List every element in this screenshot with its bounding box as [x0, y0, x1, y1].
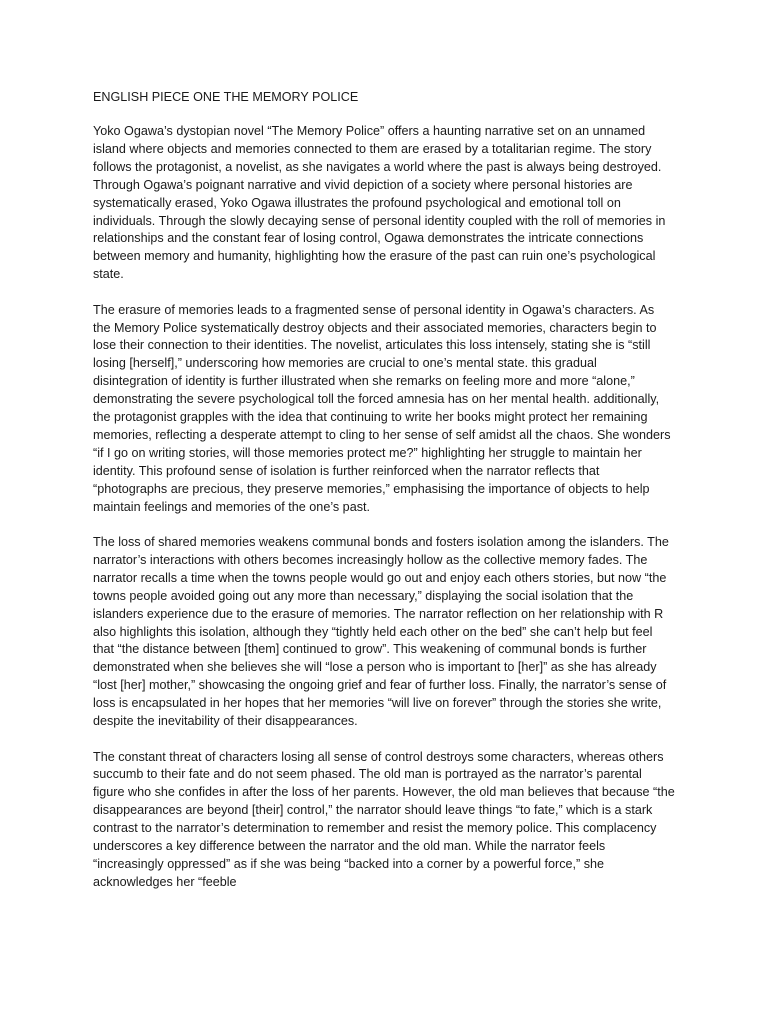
document-body [93, 88, 675, 909]
paragraph-identity: The erasure of memories leads to a fragmented sense of personal identity in Ogawa’s characters. As the Memory Police systematically destroy objects and their associated memories, characters begin to lose their connection to their identities. The novelist, articulates this loss intensely, stating she is “still losing [herself],” underscoring how memories are crucial to one’s mental state. this gradual disintegration of identity is further illustrated when she remarks on feeling more and more “alone,” demonstrating the severe psychological toll the forced amnesia has on her mental health. additionally, the protagonist grapples with the idea that continuing to write her books might protect her remaining memories, reflecting a desperate attempt to cling to her sense of self amidst all the chaos. She wonders “if I go on writing stories, will those memories protect me?” highlighting her struggle to maintain her identity. This profound sense of isolation is further reinforced when the narrator reflects that “photographs are precious, they preserve memories,” emphasising the importance of objects to help maintain feelings and memories of the one’s past. [93, 302, 671, 514]
document-title: ENGLISH PIECE ONE THE MEMORY POLICE [93, 90, 359, 104]
paragraph-control: The constant threat of characters losing all sense of control destroys some characters, whereas others succumb to their fate and do not seem phased. The old man is portrayed as the narrator’s parental figure who she confides in after the loss of her parents. However, the old man believes that because “the disappearances are beyond [their] control,” the narrator should leave things “to fate,” which is a stark contrast to the narrator’s determination to remember and resist the memory police. This complacency underscores a key difference between the narrator and the old man. While the narrator feels “increasingly oppressed” as if she was being “backed into a corner by a powerful force,” she acknowledges her “feeble [93, 749, 675, 889]
paragraph-communal-bonds: The loss of shared memories weakens communal bonds and fosters isolation among the islanders. The narrator’s interactions with others becomes increasingly hollow as the collective memory fades. The narrator recalls a time when the towns people would go out and enjoy each others stories, but now “the towns people avoided going out any more than necessary,” displaying the social isolation that the islanders experience due to the erasure of memories. The narrator reflection on her relationship with R also highlights this isolation, although they “tightly held each other on the bed” she can’t help but feel that “the distance between [them] continued to grow”. This weakening of communal bonds is further demonstrated when she believes she will “lose a person who is important to [her]” as she has already “lost [her] mother,” showcasing the ongoing grief and fear of further loss. Finally, the narrator’s sense of loss is encapsulated in her hopes that her memories “will live on forever” through the stories she write, despite the inevitability of their disappearances. [93, 535, 669, 729]
paragraph-introduction: Yoko Ogawa’s dystopian novel “The Memory Police” offers a haunting narrative set on an unnamed island where objects and memories connected to them are erased by a totalitarian regime. The story follows the protagonist, a novelist, as she navigates a world where the past is always being destroyed. Through Ogawa’s poignant narrative and vivid depiction of a society where personal histories are systematically erased, Yoko Ogawa illustrates the profound psychological and emotional toll on individuals. Through the slowly decaying sense of personal identity coupled with the roll of memories in relationships and the constant fear of losing control, Ogawa demonstrates the intricate connections between memory and humanity, highlighting how the erasure of the past can ruin one’s psychological state. [93, 124, 666, 282]
